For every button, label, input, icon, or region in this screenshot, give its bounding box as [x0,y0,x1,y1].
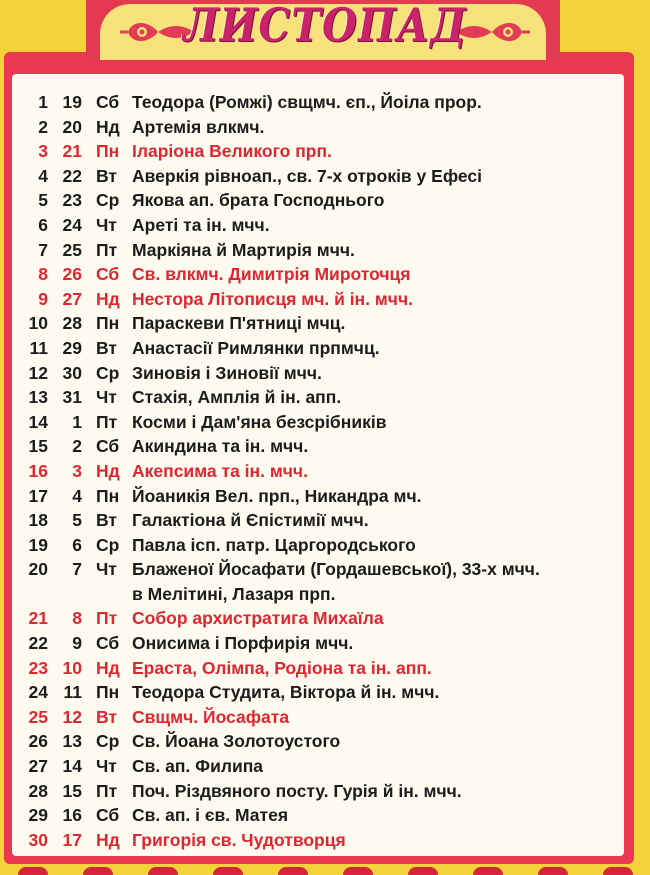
calendar-row [0,213,650,238]
calendar-row [0,705,650,730]
old-style-date: 10 [62,657,82,678]
calendar-row [0,410,650,435]
old-style-date: 12 [62,706,82,727]
new-style-date: 2 [38,116,48,137]
calendar-row [0,680,650,705]
weekday: Пн [96,313,120,334]
new-style-date: 30 [28,829,48,850]
old-style-date: 25 [62,239,82,260]
new-style-date: 29 [28,805,48,826]
old-style-date: 24 [62,214,82,235]
weekday: Пн [96,485,120,506]
new-style-date: 25 [28,706,48,727]
old-style-date: 14 [62,756,82,777]
calendar-row [0,385,650,410]
new-style-date: 7 [38,239,48,260]
old-style-date: 7 [72,559,82,580]
feast-text: Зиновія і Зиновії мчч. [132,362,322,383]
new-style-date: 10 [28,313,48,334]
feast-text: Акиндина та ін. мчч. [132,436,309,457]
new-style-date: 1 [38,92,48,112]
calendar-row [0,606,650,631]
old-style-date: 19 [62,92,82,112]
weekday: Ср [96,534,120,555]
calendar-row [0,557,650,582]
new-style-date: 17 [28,485,48,506]
feast-text: Іларіона Великого прп. [132,141,332,162]
calendar-row [0,361,650,386]
new-style-date: 21 [28,608,48,629]
new-style-date: 11 [29,337,48,358]
weekday: Ср [96,190,120,211]
feast-text: Якова ап. брата Господнього [132,190,385,211]
calendar-row [0,828,650,853]
weekday: Сб [96,805,120,826]
calendar-row [0,779,650,804]
weekday: Пт [96,411,118,432]
old-style-date: 5 [72,510,82,531]
old-style-date: 20 [62,116,82,137]
weekday: Ср [96,731,120,752]
weekday: Ср [96,362,120,383]
new-style-date: 13 [28,387,48,408]
new-style-date: 14 [28,411,48,432]
feast-text: Артемія влкмч. [132,116,265,137]
calendar-row [0,336,650,361]
new-style-date: 24 [28,682,48,703]
old-style-date: 16 [62,805,82,826]
old-style-date: 27 [62,288,82,309]
calendar-row [0,188,650,213]
new-style-date: 8 [38,264,48,285]
feast-text: Теодора Студита, Віктора й ін. мчч. [132,682,440,703]
feast-text: Собор архистратига Михаїла [132,608,384,629]
weekday: Чт [96,559,117,580]
new-style-date: 19 [28,534,48,555]
new-style-date: 23 [28,657,48,678]
weekday: Сб [96,264,120,285]
old-style-date: 26 [62,264,82,285]
calendar-row [0,262,650,287]
calendar-row [0,508,650,533]
weekday: Нд [96,116,120,137]
old-style-date: 13 [62,731,82,752]
new-style-date: 20 [28,559,48,580]
weekday: Нд [96,829,120,850]
feast-text: Свщмч. Йосафата [132,706,290,727]
weekday: Вт [96,165,117,186]
weekday: Нд [96,288,120,309]
old-style-date: 17 [62,829,82,850]
feast-text: Маркіяна й Мартирія мчч. [132,239,355,260]
old-style-date: 1 [72,411,82,432]
weekday: Вт [96,510,117,531]
feast-text: Св. ап. Филипа [132,756,264,777]
weekday: Пн [96,141,120,162]
old-style-date: 3 [72,460,82,481]
feast-text: Павла ісп. патр. Царгородського [132,534,416,555]
feast-text: Онисима і Порфирія мчч. [132,633,354,654]
calendar-row [0,729,650,754]
weekday: Пт [96,239,118,260]
weekday: Сб [96,633,120,654]
feast-text: Ераста, Олімпа, Родіона та ін. апп. [132,657,432,678]
new-style-date: 9 [38,288,48,309]
weekday: Чт [96,214,117,235]
calendar-row [0,803,650,828]
feast-text: Йоаникія Вел. прп., Никандра мч. [132,485,422,506]
calendar-row [0,139,650,164]
feast-text: Св. Йоана Золотоустого [132,731,341,752]
calendar-row [0,484,650,509]
feast-text: Аверкія рівноап., св. 7-х отроків у Ефесі [132,165,482,186]
weekday: Чт [96,756,117,777]
calendar-row [0,164,650,189]
new-style-date: 16 [28,460,48,481]
calendar-row [0,459,650,484]
calendar-row [0,115,650,140]
feast-text: Нестора Літописця мч. й ін. мчч. [132,288,413,309]
weekday: Пн [96,682,120,703]
feast-text: Акепсима та ін. мчч. [132,460,308,481]
calendar-row [0,533,650,558]
old-style-date: 9 [72,633,82,654]
bottom-ornament [0,866,650,875]
weekday: Сб [96,436,120,457]
feast-text: Галактіона й Єпістимії мчч. [132,510,369,531]
weekday: Сб [96,92,120,112]
old-style-date: 15 [62,780,82,801]
month-title: ЛИСТОПАД [183,0,467,53]
calendar-row [0,311,650,336]
old-style-date: 30 [62,362,82,383]
old-style-date: 4 [72,485,82,506]
calendar-row [0,90,650,115]
old-style-date: 21 [62,141,82,162]
feast-text: Григорія св. Чудотворця [132,829,346,850]
feast-text: Косми і Дам'яна безсрібників [132,411,387,432]
calendar-row [0,656,650,681]
weekday: Пт [96,608,118,629]
calendar-row [0,238,650,263]
feast-text: в Мелітині, Лазаря прп. [132,583,336,604]
calendar-row [0,287,650,312]
old-style-date: 23 [62,190,82,211]
feast-text: Блаженої Йосафати (Гордашевської), 33-х мчч. [132,559,540,580]
feast-text: Св. ап. і єв. Матея [132,805,289,826]
feast-text: Параскеви П'ятниці мчц. [132,313,346,334]
weekday: Вт [96,337,117,358]
new-style-date: 22 [28,633,48,654]
new-style-date: 26 [28,731,48,752]
new-style-date: 4 [38,165,48,186]
new-style-date: 28 [28,780,48,801]
new-style-date: 3 [38,141,48,162]
new-style-date: 5 [38,190,48,211]
old-style-date: 11 [63,682,82,703]
old-style-date: 2 [72,436,82,457]
old-style-date: 31 [62,387,82,408]
weekday: Чт [96,387,117,408]
old-style-date: 28 [62,313,82,334]
feast-text: Анастасії Римлянки прпмчц. [132,337,380,358]
weekday: Нд [96,460,120,481]
weekday: Нд [96,657,120,678]
new-style-date: 18 [28,510,48,531]
feast-text: Св. влкмч. Димитрія Мироточця [132,264,411,285]
old-style-date: 29 [62,337,82,358]
calendar-row-continuation [0,582,650,607]
weekday: Пт [96,780,118,801]
old-style-date: 6 [72,534,82,555]
calendar-row [0,631,650,656]
feast-text: Стахія, Амплія й ін. апп. [132,387,342,408]
feast-text: Поч. Різдвяного посту. Гурія й ін. мчч. [132,780,462,801]
calendar-row [0,434,650,459]
new-style-date: 6 [38,214,48,235]
old-style-date: 8 [72,608,82,629]
old-style-date: 22 [62,165,82,186]
feast-text: Ареті та ін. мчч. [132,214,270,235]
feast-text: Теодора (Ромжі) свщмч. єп., Йоіла прор. [132,92,482,112]
new-style-date: 27 [28,756,48,777]
calendar-list [0,90,650,852]
calendar-row [0,754,650,779]
new-style-date: 15 [28,436,48,457]
new-style-date: 12 [28,362,48,383]
weekday: Вт [96,706,117,727]
